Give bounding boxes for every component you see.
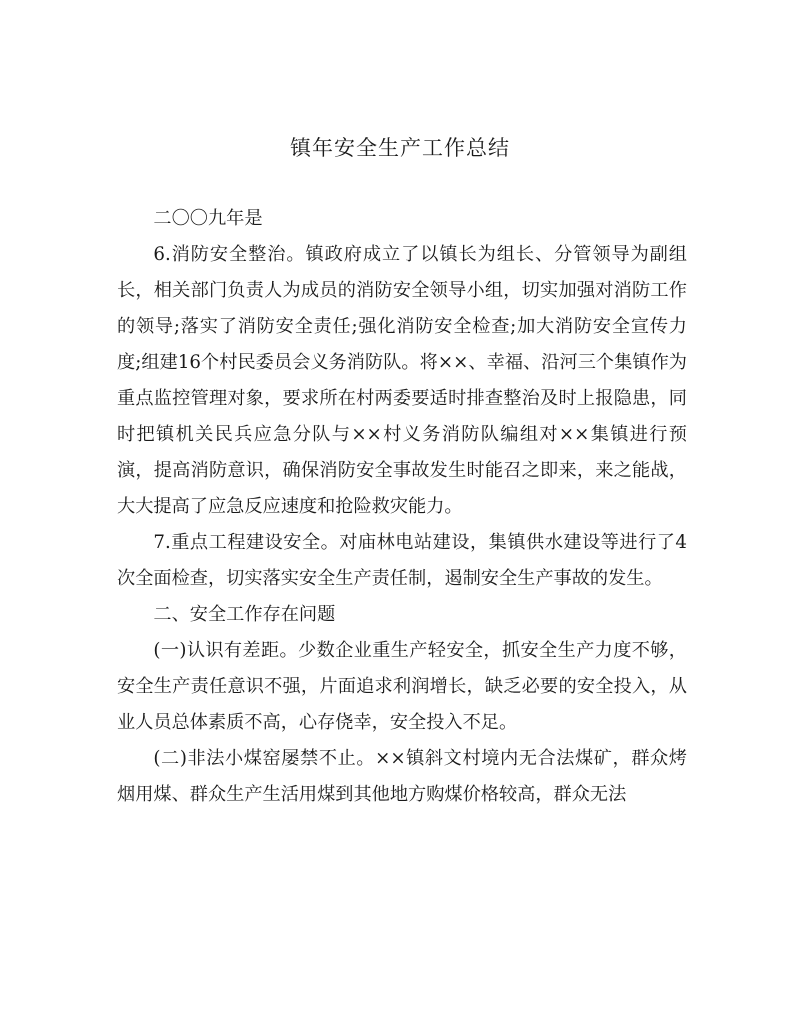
document-title: 镇年安全生产工作总结 — [290, 136, 510, 160]
document-body — [117, 201, 687, 813]
paragraph-awareness-gap: (一)认识有差距。少数企业重生产轻安全，抓安全生产力度不够，安全生产责任意识不强，片面追求利润增长，缺乏必要的安全投入，从业人员总体素质不高，心存侥幸，安全投入不足。 — [117, 640, 687, 733]
paragraph-key-projects: 7.重点工程建设安全。对庙林电站建设，集镇供水建设等进行了4次全面检查，切实落实安全生产责任制，遏制安全生产事故的发生。 — [117, 532, 687, 589]
paragraph-intro: 二〇〇九年是 — [153, 208, 263, 229]
paragraph-fire-safety: 6.消防安全整治。镇政府成立了以镇长为组长、分管领导为副组长，相关部门负责人为成员的消防安全领导小组，切实加强对消防工作的领导;落实了消防安全责任;强化消防安全检查;加大消防安全宣传力度;组建16个村民委员会义务消防队。将××、幸福、沿河三个集镇作为重点监控管理对象，要求所在村两委要适时排查整治及时上报隐患，同时把镇机关民兵应急分队与××村义务消防队编组对××集镇进行预演，提高消防意识，确保消防安全事故发生时能召之即来，来之能战，大大提高了应急反应速度和抢险救灾能力。 — [117, 244, 687, 517]
paragraph-illegal-mines: (二)非法小煤窑屡禁不止。××镇斜文村境内无合法煤矿，群众烤烟用煤、群众生产生活用煤到其他地方购煤价格较高，群众无法 — [117, 748, 687, 805]
section-heading-problems: 二、安全工作存在问题 — [153, 604, 336, 625]
